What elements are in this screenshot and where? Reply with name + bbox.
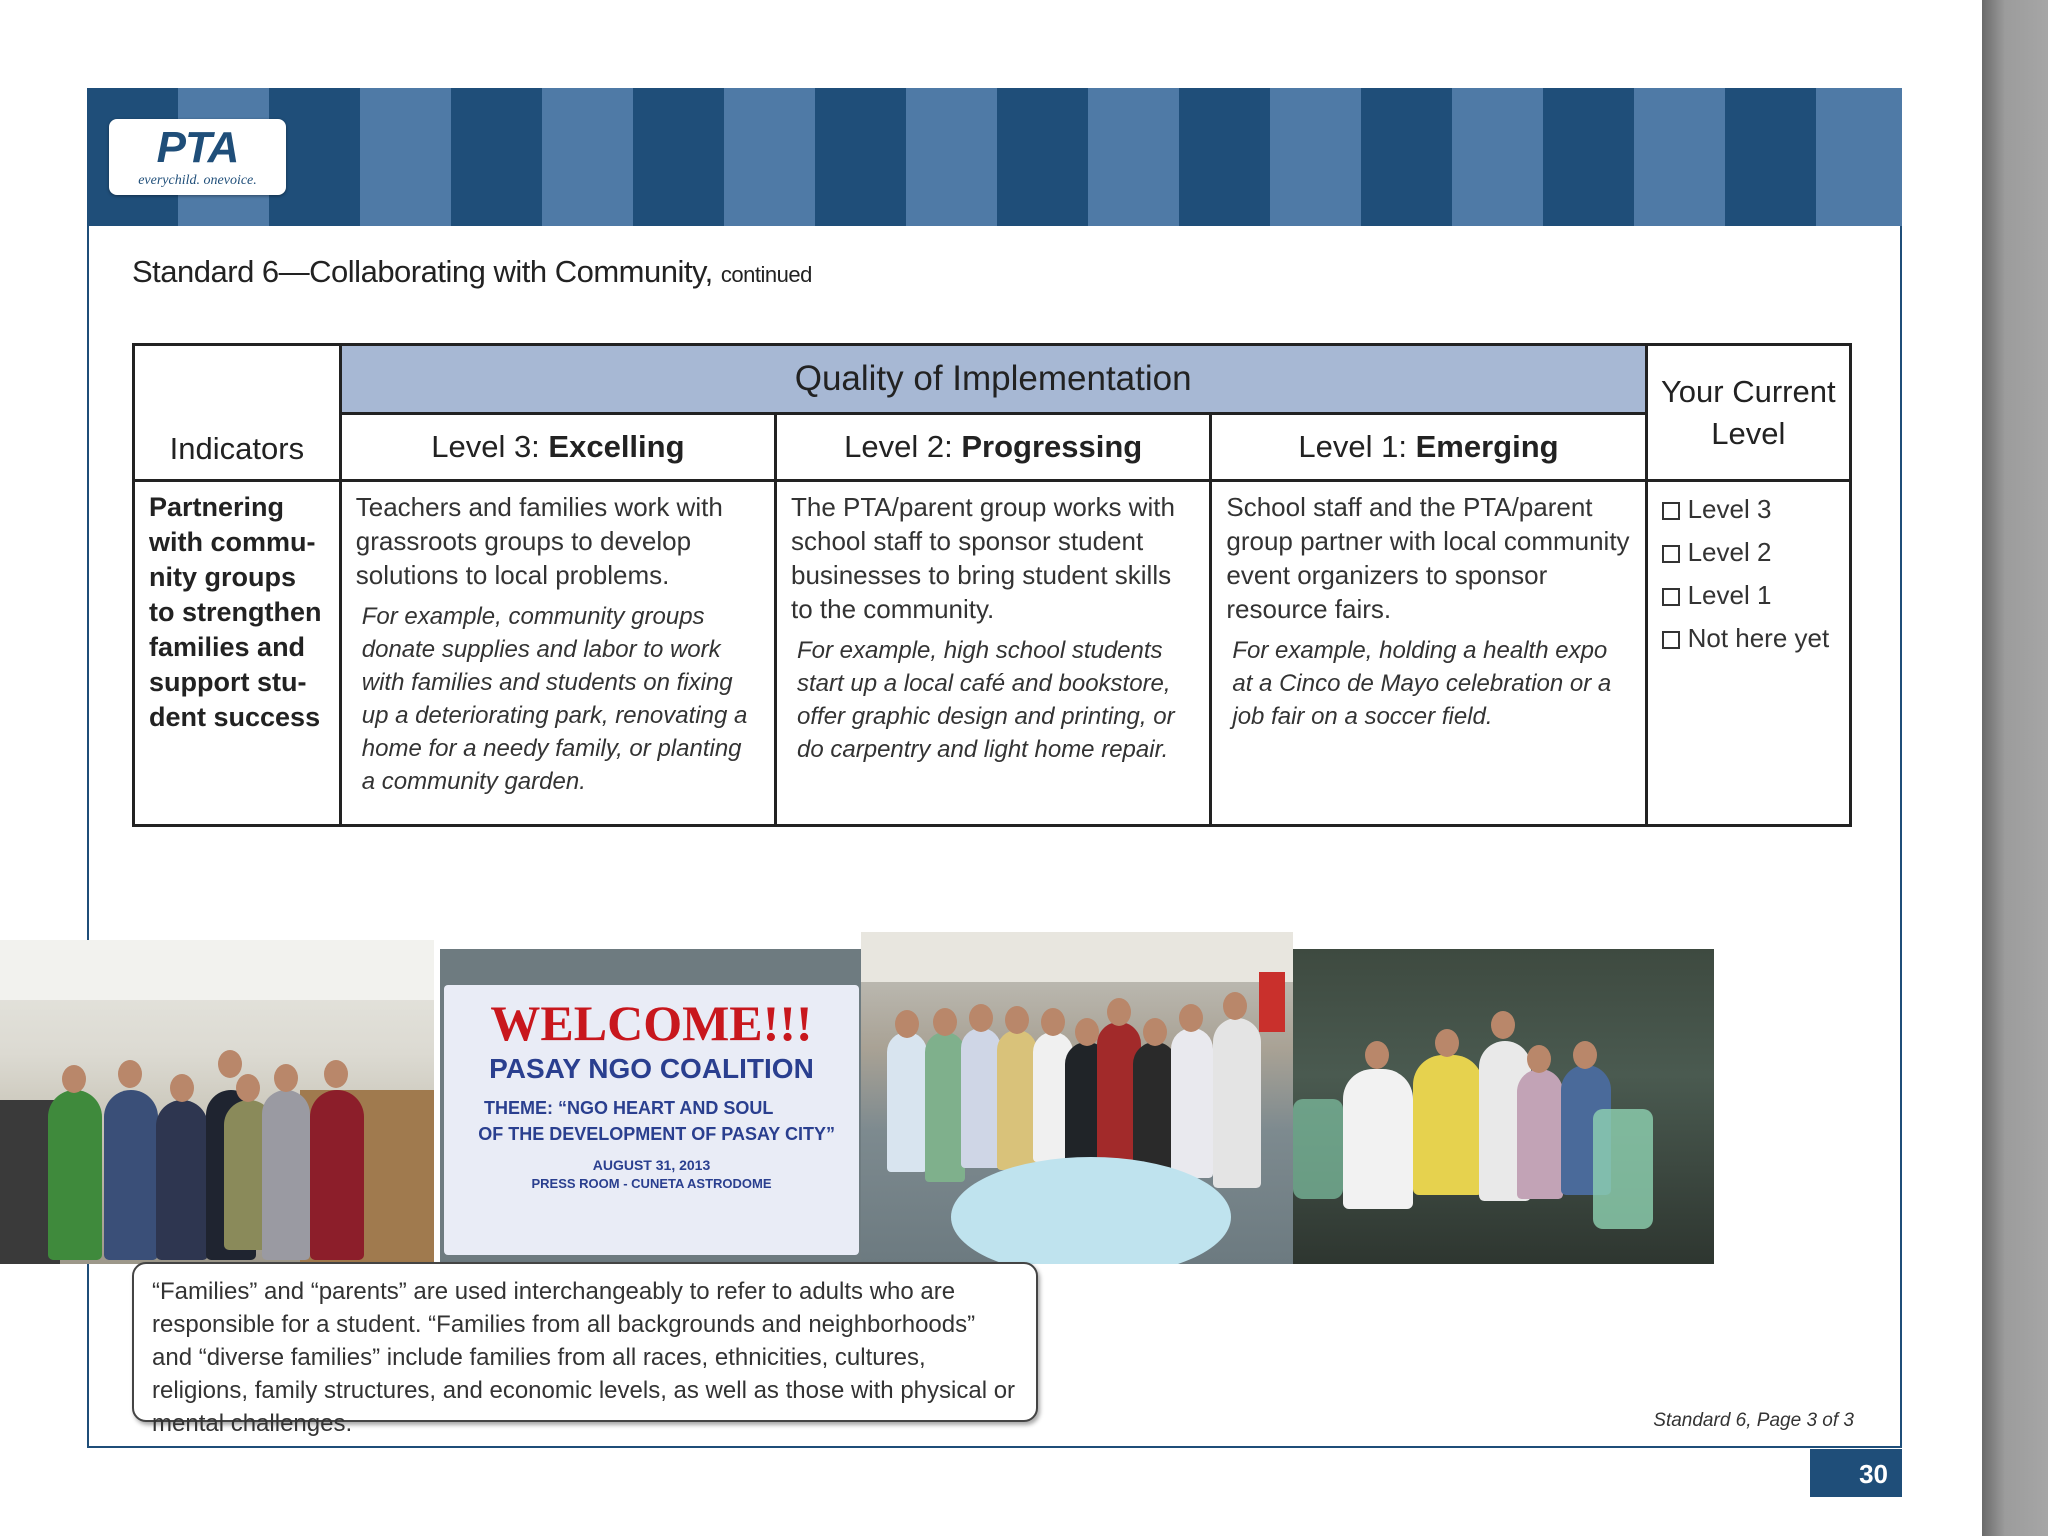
- checkbox-icon[interactable]: [1662, 588, 1680, 606]
- level-name: Emerging: [1415, 429, 1559, 464]
- level-prefix: Level 1:: [1298, 429, 1407, 464]
- current-level-header: Your Current Level: [1646, 345, 1850, 481]
- banner-venue: PRESS ROOM - CUNETA ASTRODOME: [531, 1176, 772, 1191]
- description-text: The PTA/parent group works with school staff to sponsor student businesses to bring student skills to the community.: [791, 492, 1175, 624]
- level-3-description: [340, 481, 775, 826]
- indicators-header: Indicators: [134, 345, 341, 481]
- standard-continued: continued: [720, 262, 812, 287]
- header-row-1: [134, 345, 1851, 414]
- level-prefix: Level 3:: [431, 429, 540, 464]
- photo-night-gathering: [1293, 949, 1714, 1264]
- current-level-options: [1646, 481, 1850, 826]
- level-3-header: [340, 414, 775, 481]
- photo-office-group: [0, 940, 434, 1264]
- level-prefix: Level 2:: [844, 429, 953, 464]
- banner-welcome: WELCOME!!!: [490, 995, 813, 1051]
- standard-title: Standard 6—Collaborating with Community,: [132, 254, 713, 289]
- checkbox-icon[interactable]: [1662, 631, 1680, 649]
- checkbox-label: Level 1: [1687, 580, 1772, 610]
- description-text: School staff and the PTA/parent group partner with local community event organizers to sponsor resource fairs.: [1226, 492, 1630, 624]
- description-example: For example, community groups donate supplies and labor to work with families and students on fixing up a deteriorating park, renovating a home for a needy family, or planting a community garden.: [361, 603, 748, 795]
- description-example: For example, high school students start up a local café and bookstore, offer graphic design and printing, or do carpentry and light home repair.: [797, 637, 1175, 763]
- table-row: [134, 481, 1851, 826]
- page-caption: Standard 6, Page 3 of 3: [1653, 1410, 1854, 1431]
- description-example: For example, holding a health expo at a Cinco de Mayo celebration or a job fair on a soccer field.: [1232, 637, 1612, 730]
- level-name: Progressing: [961, 429, 1143, 464]
- page-number: 30: [1810, 1449, 1902, 1497]
- right-scroll-edge: [1982, 0, 2048, 1536]
- level-1-description: [1211, 481, 1646, 826]
- rubric-table: [132, 343, 1852, 827]
- header-band: [87, 88, 1902, 226]
- checkbox-level-2[interactable]: [1662, 531, 1835, 574]
- header-row-2: [134, 414, 1851, 481]
- logo-mark: PTA: [156, 123, 239, 172]
- indicator-cell: Partnering with commu-nity groups to strengthen families and support stu-dent success: [134, 481, 341, 826]
- checkbox-icon[interactable]: [1662, 502, 1680, 520]
- level-2-description: [776, 481, 1211, 826]
- checkbox-icon[interactable]: [1662, 545, 1680, 563]
- level-2-header: [776, 414, 1211, 481]
- level-1-header: [1211, 414, 1646, 481]
- checkbox-label: Not here yet: [1687, 623, 1830, 653]
- checkbox-not-here-yet[interactable]: [1662, 617, 1835, 660]
- quality-header: Quality of Implementation: [340, 345, 1646, 414]
- checkbox-label: Level 3: [1687, 494, 1772, 524]
- checkbox-label: Level 2: [1687, 537, 1772, 567]
- pta-logo: [109, 119, 286, 195]
- definition-note: “Families” and “parents” are used interchangeably to refer to adults who are responsible for a student. “Families from all backgrounds and neighborhoods” and “diverse families” include families from all races, ethnicities, cultures, religions, family structures, and economic levels, as well as those with physical or mental challenges.: [132, 1262, 1038, 1422]
- checkbox-level-1[interactable]: [1662, 574, 1835, 617]
- checkbox-level-3[interactable]: [1662, 488, 1835, 531]
- welcome-banner: [444, 985, 859, 1255]
- photo-welcome-banner: [440, 949, 861, 1264]
- logo-tagline: everychild. onevoice.: [138, 173, 257, 188]
- description-text: Teachers and families work with grassroots groups to develop solutions to local problems.: [355, 492, 723, 590]
- banner-title: PASAY NGO COALITION: [489, 1053, 814, 1084]
- banner-theme: THEME: “NGO HEART AND SOUL: [484, 1098, 774, 1118]
- photo-community-group: [861, 932, 1293, 1264]
- page-title: [132, 254, 812, 290]
- level-name: Excelling: [548, 429, 685, 464]
- banner-date: AUGUST 31, 2013: [592, 1157, 711, 1173]
- banner-theme-cont: OF THE DEVELOPMENT OF PASAY CITY”: [478, 1124, 835, 1144]
